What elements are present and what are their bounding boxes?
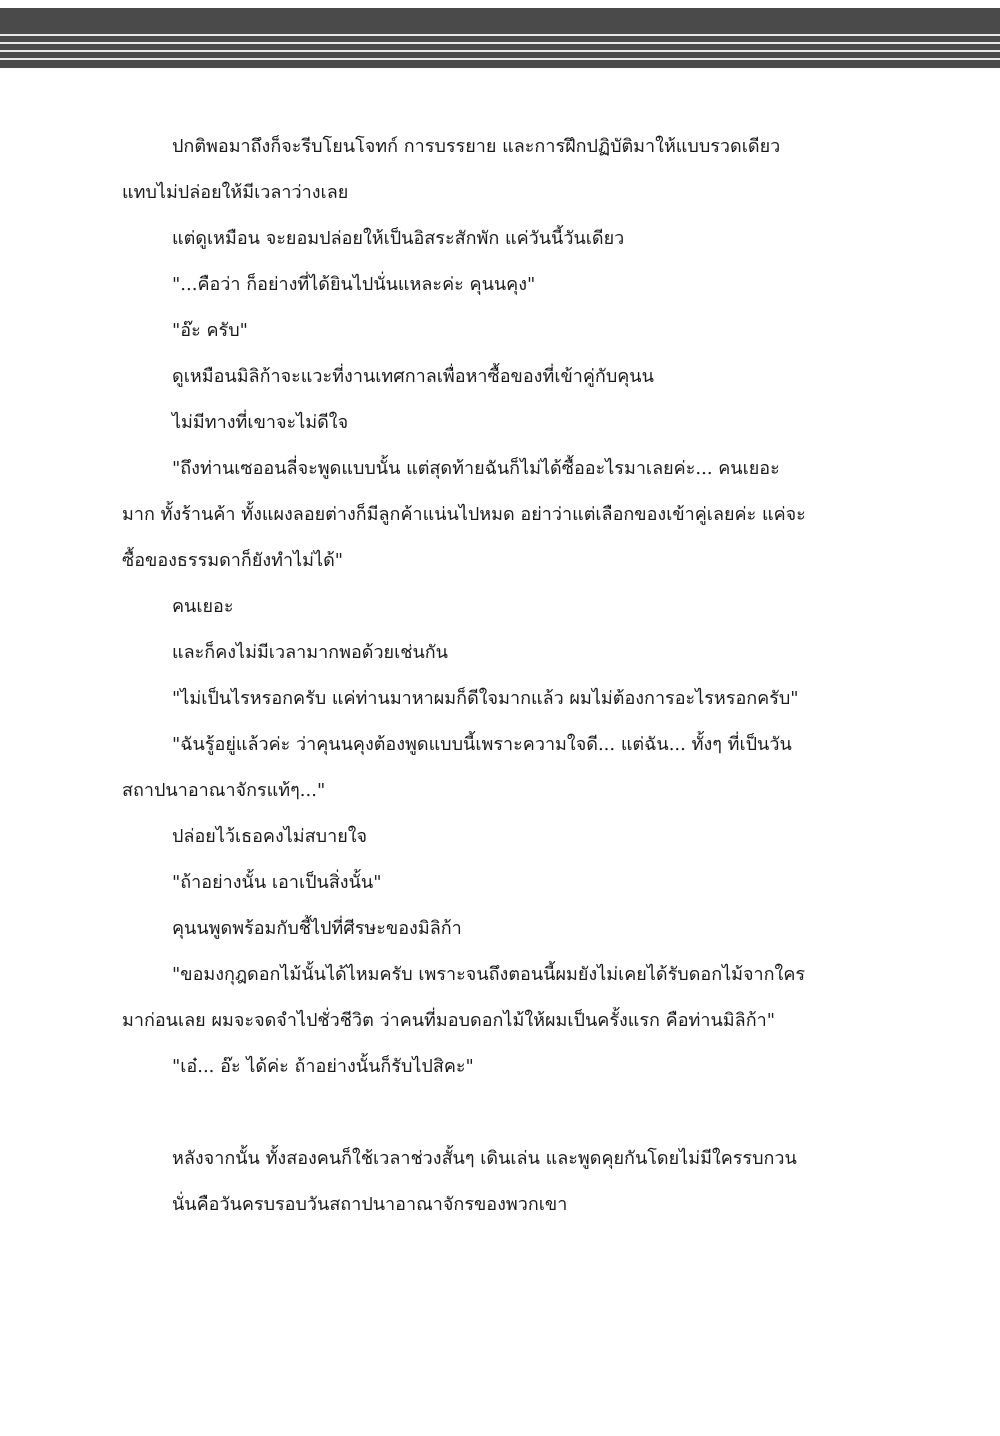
header-stripe [0,50,1000,52]
paragraph: คุนนพูดพร้อมกับชี้ไปที่ศีรษะของมิลิก้า [172,918,462,939]
header-stripe [0,42,1000,44]
paragraph: ปล่อยไว้เธอคงไม่สบายใจ [172,826,368,847]
paragraph: "ขอมงกุฎดอกไม้นั้นได้ไหมครับ เพราะจนถึงตอนนี้ผมยังไม่เคยได้รับดอกไม้จากใครมาก่อนเลย ผมจะจดจำไปชั่วชีวิต ว่าคนที่มอบดอกไม้ให้ผมเป็นครั้งแรก คือท่านมิลิก้า" [122,964,806,1031]
paragraph: "ถ้าอย่างนั้น เอาเป็นสิ่งนั้น" [172,872,382,893]
paragraph: ไม่มีทางที่เขาจะไม่ดีใจ [172,412,349,433]
paragraph: "ฉันรู้อยู่แล้วค่ะ ว่าคุนนคุงต้องพูดแบบนี้เพราะความใจดี... แต่ฉัน... ทั้งๆ ที่เป็นวันสถาปนาอาณาจักรแท้ๆ..." [122,734,792,801]
paragraph: ปกติพอมาถึงก็จะรีบโยนโจทก์ การบรรยาย และการฝึกปฏิบัติมาให้แบบรวดเดียว แทบไม่ปล่อยให้มีเวลาว่างเลย [122,136,781,203]
paragraph: "ถึงท่านเซออนลี่จะพูดแบบนั้น แต่สุดท้ายฉันก็ไม่ได้ซื้ออะไรมาเลยค่ะ... คนเยอะมาก ทั้งร้านค้า ทั้งแผงลอยต่างก็มีลูกค้าแน่นไปหมด อย่าว่าแต่เลือกของเข้าคู่เลยค่ะ แค่จะซื้อของธรรมดาก็ยังทำไม่ได้" [122,458,806,571]
story-text [122,124,812,1228]
paragraph: แต่ดูเหมือน จะยอมปล่อยให้เป็นอิสระสักพัก แค่วันนี้วันเดียว [172,228,625,249]
page-header-band [0,8,1000,68]
paragraph: และก็คงไม่มีเวลามากพอด้วยเช่นกัน [172,642,448,663]
header-stripe [0,58,1000,60]
paragraph: คนเยอะ [172,596,234,617]
paragraph: หลังจากนั้น ทั้งสองคนก็ใช้เวลาช่วงสั้นๆ เดินเล่น และพูดคุยกันโดยไม่มีใครรบกวน [172,1148,797,1169]
header-stripe [0,34,1000,36]
paragraph: "เอ๋... อ๊ะ ได้ค่ะ ถ้าอย่างนั้นก็รับไปสิคะ" [172,1056,474,1077]
paragraph: ดูเหมือนมิลิก้าจะแวะที่งานเทศกาลเพื่อหาซื้อของที่เข้าคู่กับคุนน [172,366,654,387]
paragraph: "...คือว่า ก็อย่างที่ได้ยินไปนั่นแหละค่ะ คุนนคุง" [172,274,536,295]
paragraph: นั่นคือวันครบรอบวันสถาปนาอาณาจักรของพวกเขา [172,1194,568,1215]
paragraph: "ไม่เป็นไรหรอกครับ แค่ท่านมาหาผมก็ดีใจมากแล้ว ผมไม่ต้องการอะไรหรอกครับ" [172,688,799,709]
paragraph: "อ๊ะ ครับ" [172,320,248,341]
